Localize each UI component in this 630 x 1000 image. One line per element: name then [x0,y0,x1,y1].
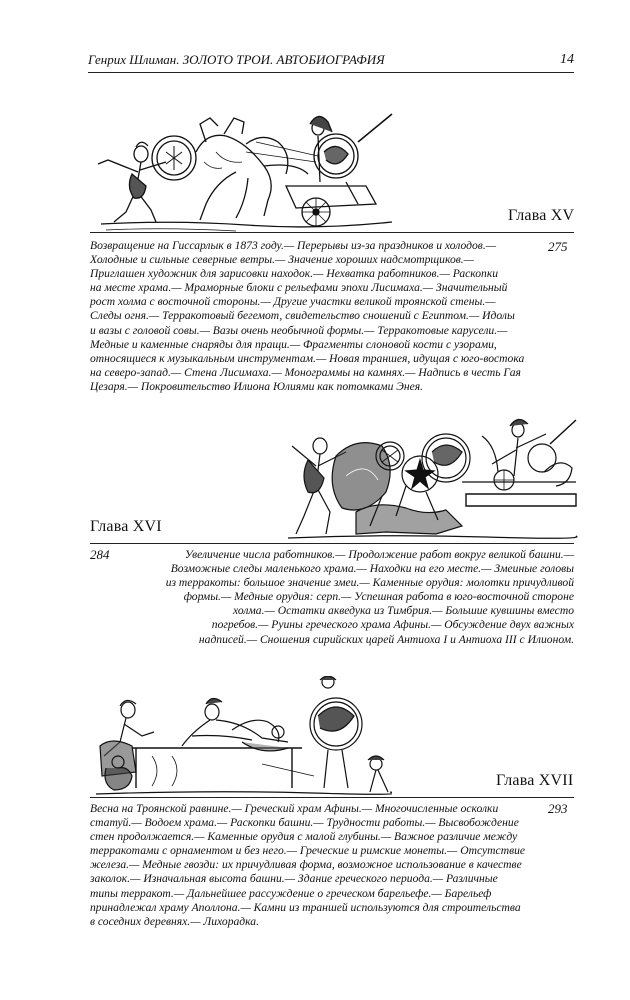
chapter-heading: Глава XVII [496,772,574,789]
contents-line: Медные и каменные снаряды для пращи.— Фрагменты слоновой кости с узорами, [90,337,497,351]
contents-line: статуй.— Водоем храма.— Раскопки башни.— Трудности работы.— Высвобождение [90,816,519,830]
contents-line: холма.— Остатки акведука из Тимбрия.— Большие кувшины вместо [232,604,574,618]
contents-line: типы терракот.— Дальнейшее рассуждение о греческом барельефе.— Барельеф [90,886,492,900]
contents-line: на северо-запад.— Стена Лисимаха.— Монограммы на камнях.— Надпись в честь Гая [90,365,521,379]
contents-line: надписей.— Сношения сирийских царей Антиоха I и Антиоха III с Илионом. [198,632,574,646]
page-reference: 284 [90,547,110,562]
contents-line: Возвращение на Гиссарлык в 1873 году.— Перерывы из-за праздников и холодов.— [90,239,497,252]
contents-line: и вазы с головой совы.— Вазы очень необычной формы.— Терракотовые карусели.— [90,323,508,337]
contents-line: рост холма с восточной стороны.— Другие участки великой троянской стены.— [90,295,496,309]
contents-line: Увеличение числа работников.— Продолжение работ вокруг великой башни.— [184,548,574,561]
contents-line: железа.— Медные гвозди: их причудливая форма, возможное использование в качестве [90,858,522,872]
contents-line: Весна на Троянской равнине.— Греческий храм Афины.— Многочисленные осколки [90,802,499,815]
contents-line: Цезаря.— Покровительство Илиона Юлиями как потомками Энея. [90,379,424,393]
contents-line: терракотами с орнаментом и без него.— Греческие и римские монеты.— Отсутствие [90,844,526,858]
running-head [88,50,574,73]
contents-line: относящиеся к музыкальным инструментам.— Новая траншея, идущая с юго-востока [90,351,525,365]
contents-line: на месте храма.— Мраморные блоки с рельефами эпохи Лисимаха.— Значительный [90,281,508,295]
contents-line: погребов.— Руины греческого храма Афины.— Обсуждение двух важных [211,618,574,632]
page-number: 14 [560,52,574,67]
contents-line: стен продолжается.— Каменные орудия с малой глубины.— Важное различие между [90,830,518,844]
book-title: Генрих Шлиман. ЗОЛОТО ТРОИ. АВТОБИОГРАФИЯ [88,52,385,67]
page-reference: 293 [548,801,568,816]
contents-line: принадлежал храму Аполлона.— Камни из траншей используются для строительства [90,900,521,914]
contents-line: Приглашен художник для зарисовки находок.— Нехватка работников.— Раскопки [90,267,499,281]
contents-line: из терракоты: большое значение змеи.— Каменные орудия: молотки причудливой [165,576,574,590]
chapter-rule [90,232,574,233]
chapter-heading: Глава XV [508,207,575,224]
chapter-heading: Глава XVI [90,518,162,535]
chapter-contents [90,802,525,929]
warriors-frieze-engraving [286,416,578,542]
chapter-contents [166,548,574,647]
contents-line: формы.— Медные орудия: серп.— Успешная работа в юго-восточной стороне [183,590,574,604]
contents-line: Холодные и сильные северные ветры.— Значение хороших надсмотрщиков.— [90,253,474,267]
contents-line: Следы огня.— Терракотовый бегемот, свидетельство сношений с Египтом.— Идолы [90,309,515,323]
chapter-contents [90,239,524,394]
fallen-warrior-engraving [92,676,392,798]
chapter-rule [90,797,574,798]
contents-line: заколок.— Изначальная высота башни.— Здание греческого периода.— Различные [90,872,498,886]
page-reference: 275 [548,239,568,254]
contents-line: в соседних деревнях.— Лихорадка. [90,914,260,928]
chariot-battle-engraving [96,112,396,236]
chapter-rule [90,543,574,544]
contents-line: Возможные следы маленького храма.— Находки на его месте.— Змеиные головы [170,562,574,576]
